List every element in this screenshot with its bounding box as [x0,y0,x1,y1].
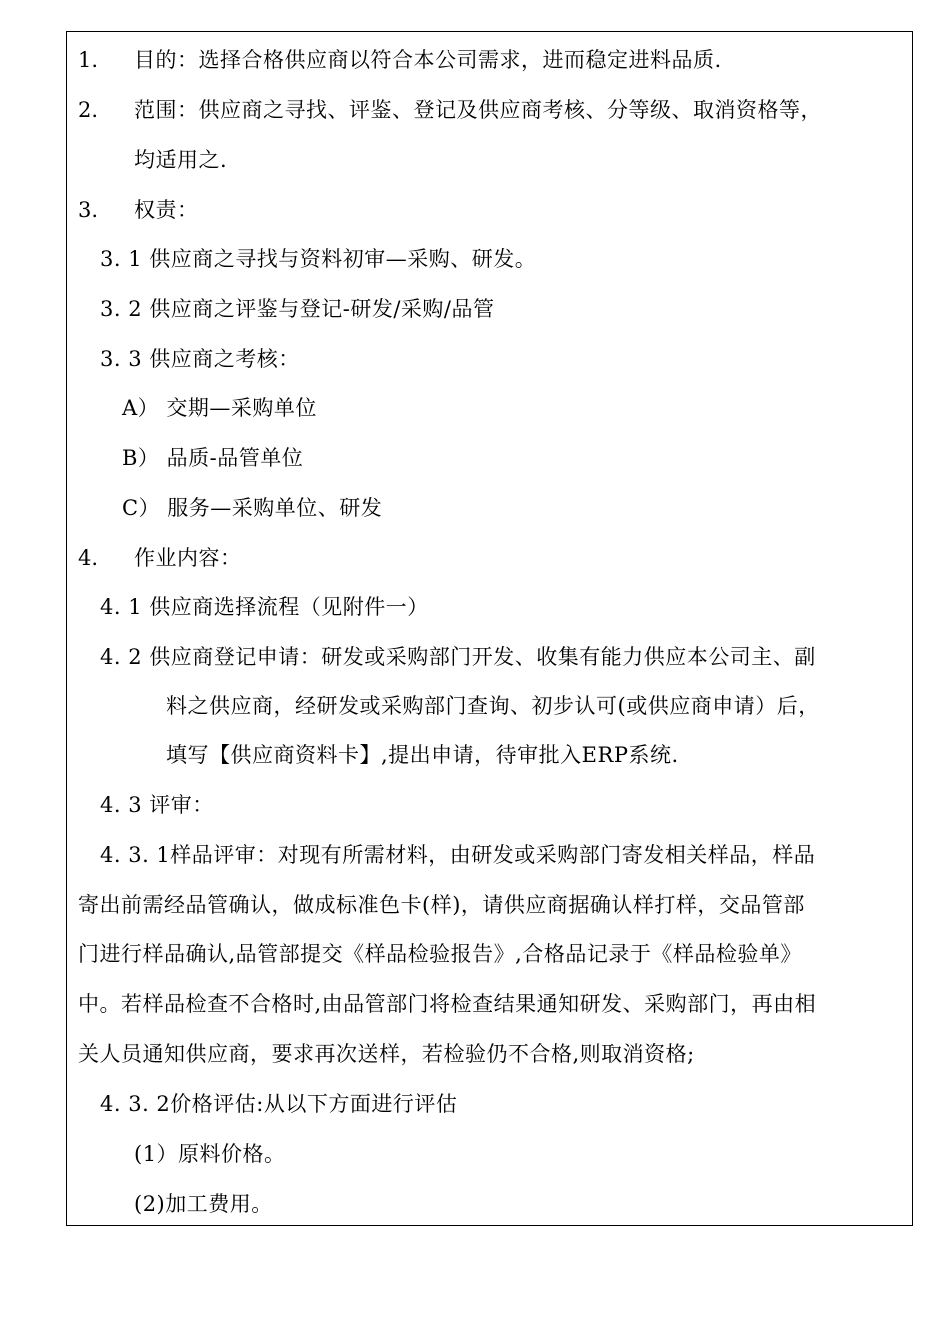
section-4-item-31-line4: 中。若样品检查不合格时,由品管部门将检查结果通知研发、采购部门，再由相 [78,992,817,1016]
section-4-item-31-line5: 关人员通知供应商，要求再次送样，若检验仍不合格,则取消资格; [78,1042,695,1066]
section-3-number: 3. [78,198,99,222]
section-3-sub-item-b: B） 品质-品管单位 [122,446,304,470]
section-3-sub-item-c: C） 服务—采购单位、研发 [122,496,383,520]
section-4-number: 4. [78,546,99,570]
section-4-item-32-sub-1: (1）原料价格。 [134,1142,286,1166]
section-2-number: 2. [78,98,99,122]
section-1-text: 目的：选择合格供应商以符合本公司需求，进而稳定进料品质. [134,48,722,72]
section-4-item-31-line2: 寄出前需经品管确认，做成标准色卡(样)，请供应商据确认样打样，交品管部 [78,893,805,917]
section-4-item-3: 4. 3 评审： [100,793,214,817]
section-2-text-line2: 均适用之. [134,148,228,172]
section-2-text-line1: 范围：供应商之寻找、评鉴、登记及供应商考核、分等级、取消资格等， [134,98,822,122]
section-4-item-2-line2: 料之供应商，经研发或采购部门查询、初步认可(或供应商申请）后， [166,694,820,718]
section-3-item-3: 3. 3 供应商之考核： [100,347,300,371]
section-3-sub-item-a: A） 交期—采购单位 [122,396,317,420]
section-3-item-1: 3. 1 供应商之寻找与资料初审—采购、研发。 [100,247,537,271]
section-4-item-2-line1: 4. 2 供应商登记申请：研发或采购部门开发、收集有能力供应本公司主、副 [100,645,816,669]
section-4-item-32-sub-2: (2)加工费用。 [134,1192,273,1216]
section-4-item-2-line3: 填写【供应商资料卡】,提出申请，待审批入ERP系统. [166,743,679,767]
section-3-text: 权责： [134,198,199,222]
section-4-item-31-line3: 门进行样品确认,品管部提交《样品检验报告》,合格品记录于《样品检验单》 [78,942,802,966]
section-4-item-1: 4. 1 供应商选择流程（见附件一） [100,595,429,619]
section-4-text: 作业内容： [134,546,242,570]
section-4-item-31-line1: 4. 3. 1样品评审：对现有所需材料，由研发或采购部门寄发相关样品，样品 [100,843,816,867]
section-3-item-2: 3. 2 供应商之评鉴与登记-研发/采购/品管 [100,297,495,321]
section-4-item-32: 4. 3. 2价格评估:从以下方面进行评估 [100,1092,458,1116]
section-1-number: 1. [78,48,99,72]
